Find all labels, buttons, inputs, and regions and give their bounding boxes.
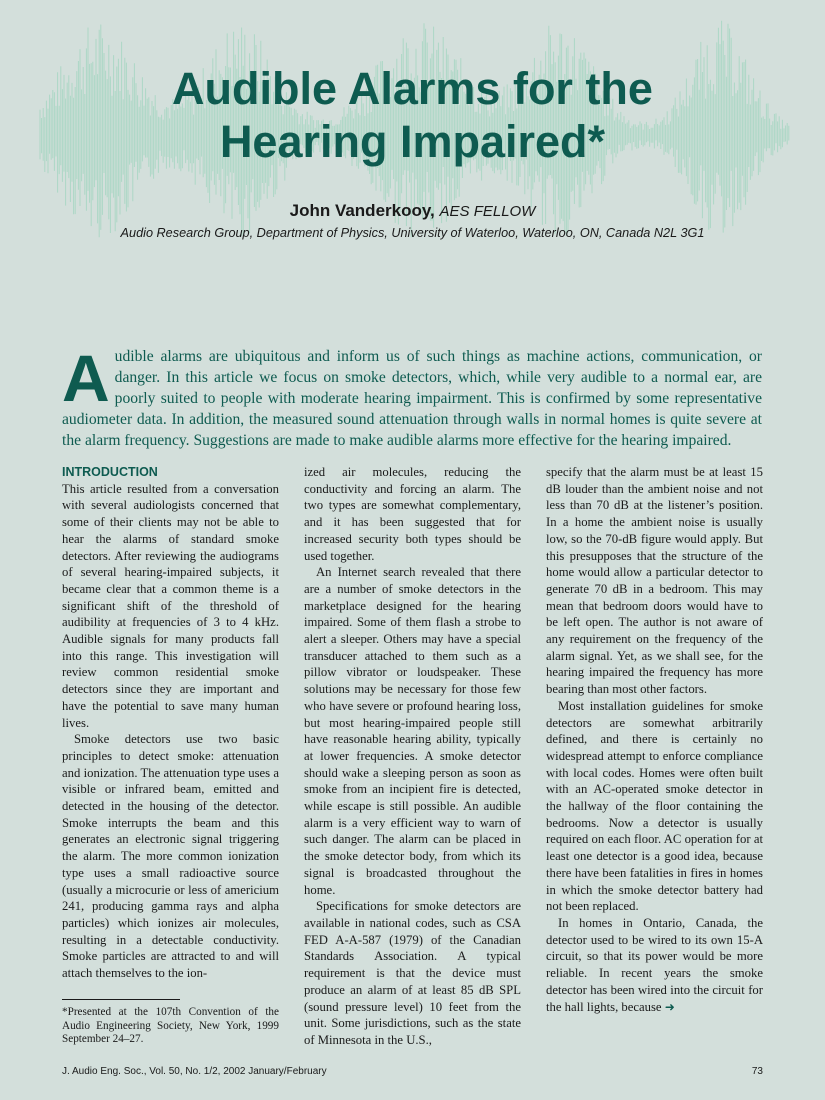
author-line	[0, 201, 825, 221]
article-title	[0, 62, 825, 168]
column-3	[546, 464, 763, 1015]
drop-cap: A	[62, 341, 110, 415]
affiliation: Audio Research Group, Department of Physics, University of Waterloo, Waterloo, ON, Canada N2L 3G1	[120, 226, 705, 240]
title-line-1: Audible Alarms for the	[172, 63, 653, 114]
footnote: *Presented at the 107th Convention of the Audio Engineering Society, New York, 1999 September 24–27.	[62, 1006, 279, 1045]
paragraph: In homes in Ontario, Canada, the detector used to be wired to its own 15-A circuit, so that its power would be more reliable. In recent years the smoke detector has been wired into the circuit for the hall lights, because ➜	[546, 915, 763, 1014]
continued-arrow-icon: ➜	[664, 999, 675, 1014]
author-name: John Vanderkooy,	[289, 201, 435, 220]
paragraph: Most installation guidelines for smoke detectors are somewhat arbitrarily defined, and there is certainly no widespread attempt to enforce compliance with local codes. Homes were often built with an AC-operated smoke detector in the hallway of the floor containing the bedrooms. Now a detector is usually required on each floor. AC operation for at least one detector is a good idea, because there have been fatalities in fires in homes in which the smoke detector battery had not been replaced.	[546, 698, 763, 914]
column-2	[304, 464, 521, 1049]
section-heading: INTRODUCTION	[62, 465, 158, 479]
paragraph: Smoke detectors use two basic principles to detect smoke: attenuation and ionization. The attenuation type uses a visible or infrared beam, emitted and detected in the housing of the detector. Smoke interrupts the beam and this generates an electronic signal triggering the alarm. The more common ionization type uses a small radioactive source (usually a microcurie or less of americium 241, producing gamma rays and alpha particles) which ionizes air molecules, resulting in a detectable conductivity. Smoke particles are attracted to and will attach themselves to the ion-	[62, 732, 279, 981]
paragraph: Specifications for smoke detectors are available in national codes, such as CSA FED A-A-587 (1979) of the Canadian Standards Association. A typical requirement is that the device must produce an alarm of at least 85 dB SPL (sound pressure level) 10 feet from the unit. Some jurisdictions, such as the state of Minnesota in the U.S.,	[304, 899, 521, 1047]
author-role: AES FELLOW	[439, 203, 536, 220]
paragraph: ized air molecules, reducing the conductivity and forcing an alarm. The two types are somewhat complementary, and it has been suggested that for increased security both types should be used together.	[304, 465, 521, 563]
footnote-divider	[62, 999, 180, 1000]
paragraph: This article resulted from a conversation with several audiologists concerned that some of their clients may not be able to hear the alarms of standard smoke detectors. After reviewing the audiograms of several hearing-impaired subjects, it became clear that a common theme is a significant shift of the threshold of audibility at frequencies of 3 to 4 kHz. Audible signals for many products fall into this range. This investigation will review common residential smoke detectors since they are important and have the potential to save many human lives.	[62, 481, 279, 730]
title-line-2: Hearing Impaired*	[219, 116, 606, 167]
column-1	[62, 464, 279, 982]
journal-footer: J. Audio Eng. Soc., Vol. 50, No. 1/2, 2002 January/February	[62, 1066, 327, 1077]
paragraph: specify that the alarm must be at least 15 dB louder than the ambient noise and not less than 70 dB at the listener’s position. In a home the ambient noise is usually low, so the 70-dB figure would apply. But this presupposes that the structure of the home would allow a particular detector to generate 70 dB in a bedroom. This may mean that bedroom doors would have to be left open. The author is not aware of any requirement on the frequency of the alarm signal. Yet, as we shall see, for the hearing impaired the frequency has more bearing than most other factors.	[546, 465, 763, 697]
page-number: 73	[751, 1066, 763, 1077]
paragraph: An Internet search revealed that there are a number of smoke detectors in the marketplace designed for the hearing impaired. Some of them flash a strobe to alert a sleeper. Others may have a special transducer attached to them such as a pillow vibrator or loudspeaker. These solutions may be necessary for those few who have severe or profound hearing loss, but most hearing-impaired people still have reasonable hearing ability, typically at lower frequencies. A smoke detector should wake a sleeping person as soon as smoke from an incipient fire is detected, while escape is still possible. An audible alarm is a very efficient way to warn of such danger. The alarm can be placed in the smoke detector body, from which its signal is broadcasted throughout the home.	[304, 565, 521, 897]
abstract-text: udible alarms are ubiquitous and inform us of such things as machine actions, communication, or danger. In this article we focus on smoke detectors, which, while very audible to a normal ear, are poorly suited to people with moderate hearing impairment. This is confirmed by some representative audiometer data. In addition, the measured sound attenuation through walls in normal homes is quite severe at the alarm frequency. Suggestions are made to make audible alarms more effective for the hearing impaired.	[62, 348, 762, 449]
abstract	[62, 341, 762, 451]
